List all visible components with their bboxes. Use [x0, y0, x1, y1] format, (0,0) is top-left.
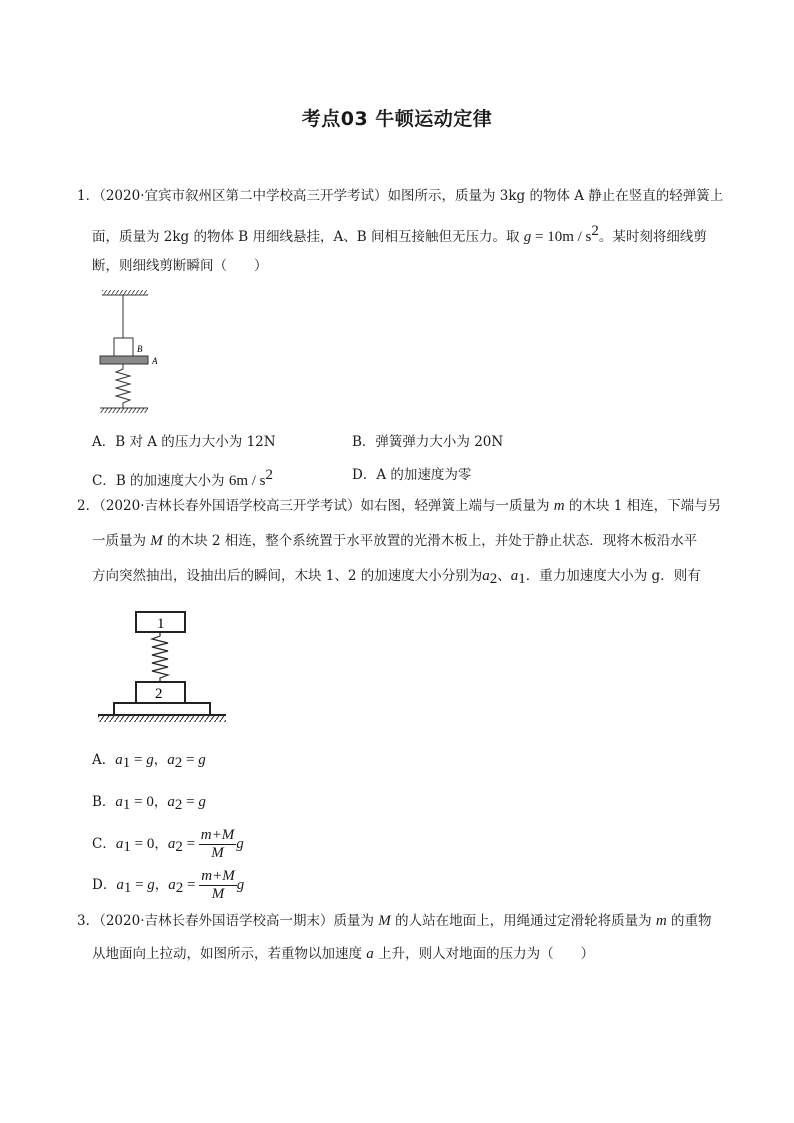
- q1-line3: 断，则细线剪断瞬间（ ）: [92, 258, 268, 274]
- q3-line1: 3．（2020·吉林长春外国语学校高一期末）质量为 M 的人站在地面上，用绳通过定滑轮将质量为 m 的重物: [77, 913, 712, 929]
- floor-hatch: [100, 408, 148, 413]
- label-b: B: [137, 344, 143, 354]
- block-2-label: 2: [155, 686, 163, 702]
- q2-option-d: D．$a_1 = g$，$a_2$ = $\frac{m+M}{M}$ g: [92, 868, 245, 902]
- spring: [152, 632, 168, 682]
- board: [114, 703, 210, 715]
- block-1-label: 1: [157, 616, 165, 632]
- q1-option-c: C．B 的加速度大小为 $6m / s^2$: [92, 467, 274, 489]
- q1-line1: 1．（2020·宜宾市叙州区第二中学校高三开学考试）如图所示，质量为 3kg 的物体 A 静止在竖直的轻弹簧上: [77, 188, 724, 204]
- fraction: $\frac{m+M}{M}$: [201, 868, 235, 902]
- label-a: A: [152, 356, 158, 366]
- q1-option-a: A．B 对 A 的压力大小为 12N: [92, 434, 276, 450]
- fraction: $\frac{m+M}{M}$: [200, 827, 235, 861]
- q2-line2: 一质量为 M 的木块 2 相连，整个系统置于水平放置的光滑木板上，并处于静止状态．现将木板沿水平: [92, 533, 698, 549]
- q1-line2: 面，质量为 2kg 的物体 B 用细线悬挂，A、B 间相互接触但无压力。取 $g = 10m / s^2$。某时刻将细线剪: [92, 223, 707, 245]
- q2-option-b: B．$a_1 = 0$，$a_2 = g$: [92, 794, 206, 813]
- q2-option-c: C．$a_1 = 0$，$a_2$ = $\frac{m+M}{M}$ g: [92, 827, 244, 861]
- spring: [116, 364, 130, 408]
- q2-option-a: A．$a_1 = g$，$a_2 = g$: [92, 752, 206, 771]
- page-title: 考点03 牛顿运动定律: [301, 108, 493, 130]
- q1-option-d: D．A 的加速度为零: [352, 467, 472, 483]
- block-b: [114, 338, 133, 356]
- q3-line2: 从地面向上拉动，如图所示，若重物以加速度 a 上升，则人对地面的压力为（ ）: [92, 946, 595, 962]
- q1-figure: [96, 288, 166, 420]
- q2-figure: [96, 608, 232, 730]
- floor-hatch: [98, 716, 226, 722]
- q2-line1: 2．（2020·吉林长春外国语学校高三开学考试）如右图，轻弹簧上端与一质量为 m 的木块 1 相连，下端与另: [77, 498, 722, 514]
- ceiling-hatch: [102, 290, 148, 295]
- q2-line3: 方向突然抽出，设抽出后的瞬间，木块 1、2 的加速度大小分别为$a_2$、$a_1$．重力加速度大小为 g．则有: [92, 568, 701, 587]
- q1-option-b: B．弹簧弹力大小为 20N: [352, 434, 504, 450]
- plate-a: [100, 356, 148, 364]
